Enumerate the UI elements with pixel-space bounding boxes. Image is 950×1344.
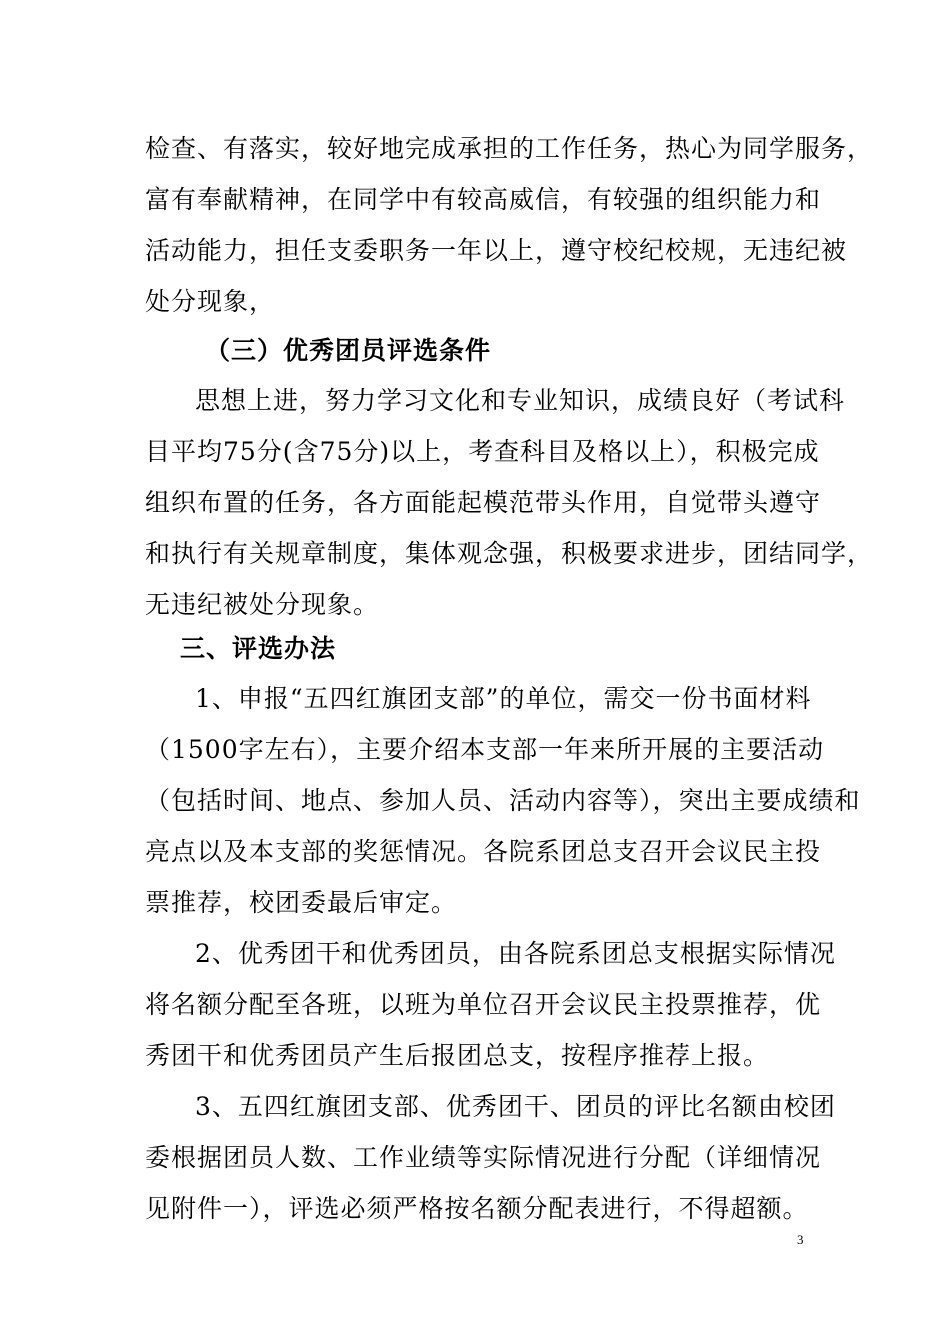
list-item-line: 将名额分配至各班，以班为单位召开会议民主投票推荐，优 (145, 990, 822, 1019)
list-item-line: 委根据团员人数、工作业绩等实际情况进行分配（详细情况 (145, 1143, 822, 1172)
paragraph-line: 思想上进，努力学习文化和专业知识，成绩良好（考试科 (195, 386, 846, 415)
paragraph-line: 处分现象， (145, 287, 276, 316)
section-heading: （三）优秀团员评选条件 (205, 336, 492, 365)
paragraph-line: 目平均75分(含75分)以上，考查科目及格以上），积极完成 (145, 437, 820, 466)
list-item-line: 见附件一），评选必须严格按名额分配表进行，不得超额。 (145, 1194, 809, 1223)
list-item-line: （包括时间、地点、参加人员、活动内容等），突出主要成绩和 (145, 786, 861, 815)
list-item-line: 2、优秀团干和优秀团员，由各院系团总支根据实际情况 (195, 939, 836, 968)
list-item-line: （1500字左右），主要介绍本支部一年来所开展的主要活动 (145, 735, 825, 764)
paragraph-line: 检查、有落实，较好地完成承担的工作任务，热心为同学服务， (145, 134, 874, 163)
page-number: 3 (797, 1232, 804, 1247)
list-item-line: 亮点以及本支部的奖惩情况。各院系团总支召开会议民主投 (145, 837, 822, 866)
paragraph-line: 和执行有关规章制度，集体观念强，积极要求进步，团结同学， (145, 539, 874, 568)
paragraph-line: 活动能力，担任支委职务一年以上，遵守校纪校规，无违纪被 (145, 236, 848, 265)
list-item-line: 秀团干和优秀团员产生后报团总支，按程序推荐上报。 (145, 1041, 770, 1070)
list-item-line: 1、申报“五四红旗团支部”的单位，需交一份书面材料 (195, 684, 812, 713)
list-item-line: 票推荐，校团委最后审定。 (145, 888, 458, 917)
list-item-line: 3、五四红旗团支部、优秀团干、团员的评比名额由校团 (195, 1092, 836, 1121)
paragraph-line: 无违纪被处分现象。 (145, 590, 380, 619)
paragraph-line: 组织布置的任务，各方面能起模范带头作用，自觉带头遵守 (145, 488, 822, 517)
part-heading: 三、评选办法 (180, 634, 337, 663)
paragraph-line: 富有奉献精神，在同学中有较高威信，有较强的组织能力和 (145, 185, 822, 214)
